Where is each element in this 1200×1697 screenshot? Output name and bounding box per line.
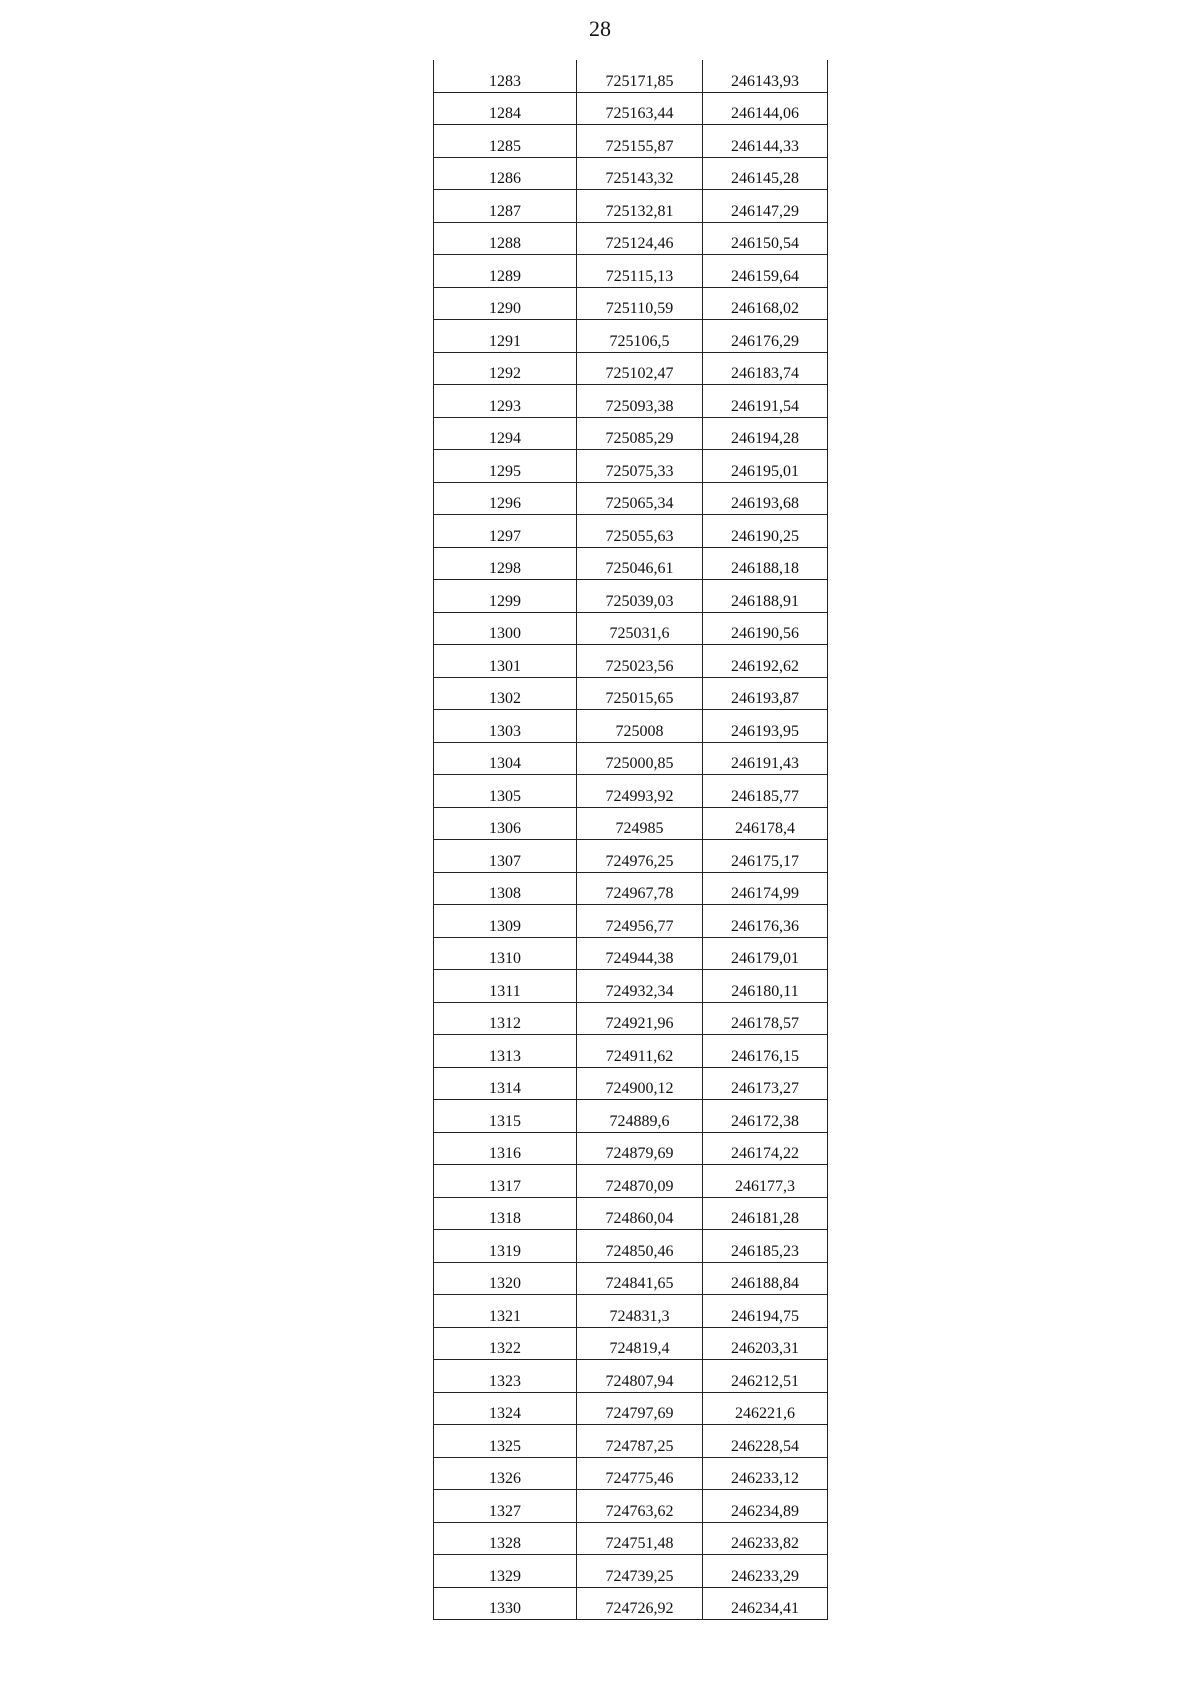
point-number-cell: 1286 xyxy=(434,157,577,190)
y-coordinate-cell: 246176,36 xyxy=(703,905,828,938)
y-coordinate-cell: 246174,22 xyxy=(703,1132,828,1165)
x-coordinate-cell: 724870,09 xyxy=(577,1165,703,1198)
coordinates-table-body xyxy=(434,60,828,1620)
x-coordinate-cell: 725085,29 xyxy=(577,417,703,450)
y-coordinate-cell: 246159,64 xyxy=(703,255,828,288)
point-number-cell: 1287 xyxy=(434,190,577,223)
table-row xyxy=(434,92,828,125)
x-coordinate-cell: 724775,46 xyxy=(577,1457,703,1490)
table-row xyxy=(434,352,828,385)
table-row xyxy=(434,515,828,548)
table-row xyxy=(434,710,828,743)
y-coordinate-cell: 246212,51 xyxy=(703,1360,828,1393)
point-number-cell: 1313 xyxy=(434,1035,577,1068)
x-coordinate-cell: 724797,69 xyxy=(577,1392,703,1425)
point-number-cell: 1316 xyxy=(434,1132,577,1165)
table-row xyxy=(434,255,828,288)
point-number-cell: 1325 xyxy=(434,1425,577,1458)
x-coordinate-cell: 725065,34 xyxy=(577,482,703,515)
point-number-cell: 1293 xyxy=(434,385,577,418)
x-coordinate-cell: 724850,46 xyxy=(577,1230,703,1263)
x-coordinate-cell: 724993,92 xyxy=(577,775,703,808)
x-coordinate-cell: 724976,25 xyxy=(577,840,703,873)
table-row xyxy=(434,1490,828,1523)
point-number-cell: 1300 xyxy=(434,612,577,645)
x-coordinate-cell: 724932,34 xyxy=(577,970,703,1003)
y-coordinate-cell: 246195,01 xyxy=(703,450,828,483)
y-coordinate-cell: 246194,75 xyxy=(703,1295,828,1328)
table-row xyxy=(434,1587,828,1620)
y-coordinate-cell: 246181,28 xyxy=(703,1197,828,1230)
point-number-cell: 1297 xyxy=(434,515,577,548)
y-coordinate-cell: 246168,02 xyxy=(703,287,828,320)
point-number-cell: 1298 xyxy=(434,547,577,580)
y-coordinate-cell: 246144,06 xyxy=(703,92,828,125)
point-number-cell: 1299 xyxy=(434,580,577,613)
x-coordinate-cell: 724807,94 xyxy=(577,1360,703,1393)
table-row xyxy=(434,905,828,938)
point-number-cell: 1320 xyxy=(434,1262,577,1295)
x-coordinate-cell: 724889,6 xyxy=(577,1100,703,1133)
x-coordinate-cell: 725163,44 xyxy=(577,92,703,125)
table-row xyxy=(434,1295,828,1328)
y-coordinate-cell: 246174,99 xyxy=(703,872,828,905)
x-coordinate-cell: 725039,03 xyxy=(577,580,703,613)
table-row xyxy=(434,190,828,223)
point-number-cell: 1303 xyxy=(434,710,577,743)
y-coordinate-cell: 246173,27 xyxy=(703,1067,828,1100)
table-row xyxy=(434,872,828,905)
y-coordinate-cell: 246143,93 xyxy=(703,60,828,92)
y-coordinate-cell: 246176,29 xyxy=(703,320,828,353)
x-coordinate-cell: 725046,61 xyxy=(577,547,703,580)
point-number-cell: 1285 xyxy=(434,125,577,158)
x-coordinate-cell: 725023,56 xyxy=(577,645,703,678)
point-number-cell: 1307 xyxy=(434,840,577,873)
table-row xyxy=(434,1522,828,1555)
x-coordinate-cell: 724921,96 xyxy=(577,1002,703,1035)
point-number-cell: 1314 xyxy=(434,1067,577,1100)
x-coordinate-cell: 725132,81 xyxy=(577,190,703,223)
y-coordinate-cell: 246150,54 xyxy=(703,222,828,255)
point-number-cell: 1291 xyxy=(434,320,577,353)
x-coordinate-cell: 724831,3 xyxy=(577,1295,703,1328)
y-coordinate-cell: 246178,4 xyxy=(703,807,828,840)
table-row xyxy=(434,970,828,1003)
point-number-cell: 1328 xyxy=(434,1522,577,1555)
table-row xyxy=(434,580,828,613)
point-number-cell: 1323 xyxy=(434,1360,577,1393)
y-coordinate-cell: 246188,91 xyxy=(703,580,828,613)
table-row xyxy=(434,287,828,320)
x-coordinate-cell: 724967,78 xyxy=(577,872,703,905)
x-coordinate-cell: 725015,65 xyxy=(577,677,703,710)
y-coordinate-cell: 246175,17 xyxy=(703,840,828,873)
y-coordinate-cell: 246193,68 xyxy=(703,482,828,515)
y-coordinate-cell: 246172,38 xyxy=(703,1100,828,1133)
table-row xyxy=(434,677,828,710)
table-row xyxy=(434,612,828,645)
y-coordinate-cell: 246221,6 xyxy=(703,1392,828,1425)
point-number-cell: 1288 xyxy=(434,222,577,255)
point-number-cell: 1310 xyxy=(434,937,577,970)
point-number-cell: 1312 xyxy=(434,1002,577,1035)
y-coordinate-cell: 246144,33 xyxy=(703,125,828,158)
x-coordinate-cell: 725110,59 xyxy=(577,287,703,320)
y-coordinate-cell: 246193,95 xyxy=(703,710,828,743)
point-number-cell: 1318 xyxy=(434,1197,577,1230)
x-coordinate-cell: 724726,92 xyxy=(577,1587,703,1620)
point-number-cell: 1319 xyxy=(434,1230,577,1263)
table-row xyxy=(434,645,828,678)
table-row xyxy=(434,1555,828,1588)
x-coordinate-cell: 724763,62 xyxy=(577,1490,703,1523)
point-number-cell: 1294 xyxy=(434,417,577,450)
x-coordinate-cell: 725115,13 xyxy=(577,255,703,288)
table-row xyxy=(434,1197,828,1230)
table-row xyxy=(434,157,828,190)
point-number-cell: 1324 xyxy=(434,1392,577,1425)
table-row xyxy=(434,1100,828,1133)
x-coordinate-cell: 724985 xyxy=(577,807,703,840)
table-row xyxy=(434,1165,828,1198)
x-coordinate-cell: 725102,47 xyxy=(577,352,703,385)
x-coordinate-cell: 724819,4 xyxy=(577,1327,703,1360)
table-row xyxy=(434,1457,828,1490)
y-coordinate-cell: 246188,18 xyxy=(703,547,828,580)
table-row xyxy=(434,742,828,775)
point-number-cell: 1317 xyxy=(434,1165,577,1198)
y-coordinate-cell: 246185,77 xyxy=(703,775,828,808)
point-number-cell: 1329 xyxy=(434,1555,577,1588)
x-coordinate-cell: 724860,04 xyxy=(577,1197,703,1230)
point-number-cell: 1283 xyxy=(434,60,577,92)
table-row xyxy=(434,775,828,808)
x-coordinate-cell: 725124,46 xyxy=(577,222,703,255)
point-number-cell: 1302 xyxy=(434,677,577,710)
x-coordinate-cell: 724944,38 xyxy=(577,937,703,970)
table-row xyxy=(434,320,828,353)
y-coordinate-cell: 246203,31 xyxy=(703,1327,828,1360)
x-coordinate-cell: 724787,25 xyxy=(577,1425,703,1458)
y-coordinate-cell: 246178,57 xyxy=(703,1002,828,1035)
table-row xyxy=(434,807,828,840)
y-coordinate-cell: 246188,84 xyxy=(703,1262,828,1295)
x-coordinate-cell: 725171,85 xyxy=(577,60,703,92)
table-row xyxy=(434,937,828,970)
point-number-cell: 1311 xyxy=(434,970,577,1003)
table-row xyxy=(434,125,828,158)
point-number-cell: 1289 xyxy=(434,255,577,288)
table-row xyxy=(434,417,828,450)
y-coordinate-cell: 246176,15 xyxy=(703,1035,828,1068)
y-coordinate-cell: 246177,3 xyxy=(703,1165,828,1198)
page-number: 28 xyxy=(589,16,611,41)
table-row xyxy=(434,385,828,418)
table-row xyxy=(434,1360,828,1393)
x-coordinate-cell: 724739,25 xyxy=(577,1555,703,1588)
point-number-cell: 1296 xyxy=(434,482,577,515)
table-row xyxy=(434,222,828,255)
table-row xyxy=(434,450,828,483)
y-coordinate-cell: 246185,23 xyxy=(703,1230,828,1263)
table-row xyxy=(434,840,828,873)
point-number-cell: 1308 xyxy=(434,872,577,905)
table-row xyxy=(434,547,828,580)
point-number-cell: 1321 xyxy=(434,1295,577,1328)
y-coordinate-cell: 246183,74 xyxy=(703,352,828,385)
y-coordinate-cell: 246193,87 xyxy=(703,677,828,710)
y-coordinate-cell: 246234,89 xyxy=(703,1490,828,1523)
y-coordinate-cell: 246233,29 xyxy=(703,1555,828,1588)
y-coordinate-cell: 246190,56 xyxy=(703,612,828,645)
point-number-cell: 1292 xyxy=(434,352,577,385)
point-number-cell: 1322 xyxy=(434,1327,577,1360)
point-number-cell: 1290 xyxy=(434,287,577,320)
y-coordinate-cell: 246190,25 xyxy=(703,515,828,548)
x-coordinate-cell: 725106,5 xyxy=(577,320,703,353)
table-row xyxy=(434,1392,828,1425)
table-row xyxy=(434,1230,828,1263)
x-coordinate-cell: 725093,38 xyxy=(577,385,703,418)
table-row xyxy=(434,1327,828,1360)
x-coordinate-cell: 725143,32 xyxy=(577,157,703,190)
table-row xyxy=(434,1002,828,1035)
x-coordinate-cell: 724956,77 xyxy=(577,905,703,938)
point-number-cell: 1304 xyxy=(434,742,577,775)
x-coordinate-cell: 725000,85 xyxy=(577,742,703,775)
table-row xyxy=(434,60,828,92)
x-coordinate-cell: 724879,69 xyxy=(577,1132,703,1165)
point-number-cell: 1284 xyxy=(434,92,577,125)
point-number-cell: 1327 xyxy=(434,1490,577,1523)
x-coordinate-cell: 724751,48 xyxy=(577,1522,703,1555)
table-row xyxy=(434,1262,828,1295)
x-coordinate-cell: 725031,6 xyxy=(577,612,703,645)
y-coordinate-cell: 246180,11 xyxy=(703,970,828,1003)
point-number-cell: 1309 xyxy=(434,905,577,938)
y-coordinate-cell: 246147,29 xyxy=(703,190,828,223)
table-row xyxy=(434,1067,828,1100)
point-number-cell: 1305 xyxy=(434,775,577,808)
table-row xyxy=(434,482,828,515)
coordinates-table xyxy=(433,60,828,1620)
table-row xyxy=(434,1035,828,1068)
point-number-cell: 1301 xyxy=(434,645,577,678)
y-coordinate-cell: 246233,12 xyxy=(703,1457,828,1490)
y-coordinate-cell: 246179,01 xyxy=(703,937,828,970)
x-coordinate-cell: 725055,63 xyxy=(577,515,703,548)
y-coordinate-cell: 246194,28 xyxy=(703,417,828,450)
x-coordinate-cell: 725008 xyxy=(577,710,703,743)
x-coordinate-cell: 724841,65 xyxy=(577,1262,703,1295)
x-coordinate-cell: 725155,87 xyxy=(577,125,703,158)
point-number-cell: 1315 xyxy=(434,1100,577,1133)
point-number-cell: 1326 xyxy=(434,1457,577,1490)
table-row xyxy=(434,1132,828,1165)
y-coordinate-cell: 246234,41 xyxy=(703,1587,828,1620)
y-coordinate-cell: 246192,62 xyxy=(703,645,828,678)
table-row xyxy=(434,1425,828,1458)
point-number-cell: 1306 xyxy=(434,807,577,840)
y-coordinate-cell: 246191,54 xyxy=(703,385,828,418)
y-coordinate-cell: 246191,43 xyxy=(703,742,828,775)
point-number-cell: 1330 xyxy=(434,1587,577,1620)
point-number-cell: 1295 xyxy=(434,450,577,483)
x-coordinate-cell: 725075,33 xyxy=(577,450,703,483)
y-coordinate-cell: 246228,54 xyxy=(703,1425,828,1458)
x-coordinate-cell: 724911,62 xyxy=(577,1035,703,1068)
x-coordinate-cell: 724900,12 xyxy=(577,1067,703,1100)
y-coordinate-cell: 246233,82 xyxy=(703,1522,828,1555)
y-coordinate-cell: 246145,28 xyxy=(703,157,828,190)
